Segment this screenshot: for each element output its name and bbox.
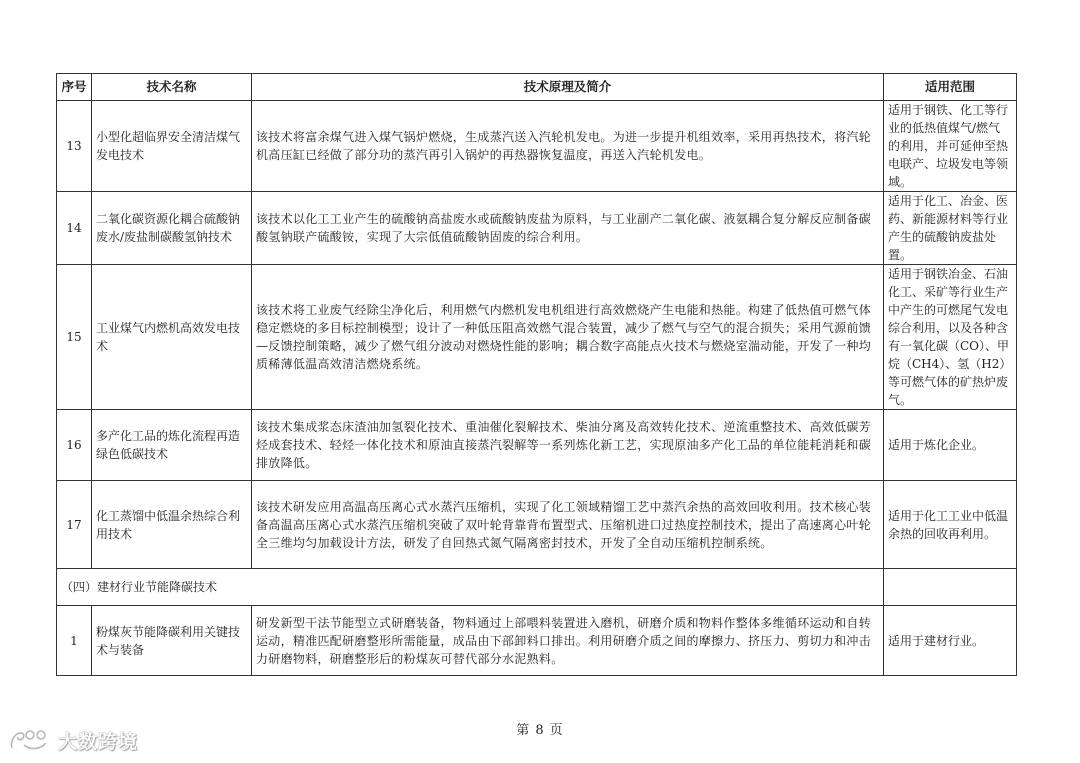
table-row [57, 606, 1017, 676]
table-row [57, 481, 1017, 569]
row-tech-description: 该技术研发应用高温高压离心式水蒸汽压缩机，实现了化工领域精馏工艺中蒸汽余热的高效回收利用。技术核心装备高温高压离心式水蒸汽压缩机突破了双叶轮背靠背布置型式、压缩机进口过热度控制技术，提出了高速离心叶轮全三维均匀加载设计方法，研发了自回热式氮气隔离密封技术，开发了全自动压缩机控制系统。 [252, 481, 884, 569]
row-tech-name: 多产化工品的炼化流程再造绿色低碳技术 [92, 410, 252, 481]
row-tech-description: 该技术将工业废气经除尘净化后，利用燃气内燃机发电机组进行高效燃烧产生电能和热能。构建了低热值可燃气体稳定燃烧的多目标控制模型；设计了一种低压阻高效燃气混合装置，减少了燃气与空气的混合损失；采用气源前馈—反馈控制策略，减少了燃气组分波动对燃烧性能的影响；耦合数字高能点火技术与燃烧室湍动能，开发了一种均质稀薄低温高效清洁燃烧系统。 [252, 265, 884, 410]
watermark [8, 727, 138, 753]
row-scope: 适用于化工、冶金、医药、新能源材料等行业产生的硫酸钠废盐处置。 [884, 192, 1017, 265]
header-number: 序号 [57, 74, 92, 101]
table-row [57, 101, 1017, 192]
row-number: 14 [57, 192, 92, 265]
watermark-logo-icon [8, 728, 52, 752]
table-header-row [57, 74, 1017, 101]
table-row [57, 192, 1017, 265]
row-scope: 适用于钢铁、化工等行业的低热值煤气/燃气的利用，并可延伸至热电联产、垃圾发电等领域。 [884, 101, 1017, 192]
row-tech-name: 化工蒸馏中低温余热综合利用技术 [92, 481, 252, 569]
watermark-text: 大数跨境 [58, 730, 139, 753]
section-heading: （四）建材行业节能降碳技术 [57, 569, 884, 606]
row-tech-description: 研发新型干法节能型立式研磨装备，物料通过上部喂料装置进入磨机，研磨介质和物料作整体多维循环运动和自转运动，精准匹配研磨整形所需能量，成品由下部卸料口排出。利用研磨介质之间的摩擦力、挤压力、剪切力和冲击力研磨物料，研磨整形后的粉煤灰可替代部分水泥熟料。 [252, 606, 884, 676]
header-tech-description: 技术原理及简介 [252, 74, 884, 101]
row-scope: 适用于建材行业。 [884, 606, 1017, 676]
table-row [57, 410, 1017, 481]
row-tech-description: 该技术集成浆态床渣油加氢裂化技术、重油催化裂解技术、柴油分离及高效转化技术、逆流重整技术、高效低碳芳烃成套技术、轻烃一体化技术和原油直接蒸汽裂解等一系列炼化新工艺，实现原油多产化工品的单位能耗消耗和碳排放降低。 [252, 410, 884, 481]
header-tech-name: 技术名称 [92, 74, 252, 101]
row-tech-name: 工业煤气内燃机高效发电技术 [92, 265, 252, 410]
row-number: 16 [57, 410, 92, 481]
table-row [57, 265, 1017, 410]
page-number: 第 8 页 [516, 723, 564, 738]
row-number: 13 [57, 101, 92, 192]
row-scope: 适用于炼化企业。 [884, 410, 1017, 481]
row-tech-description: 该技术以化工工业产生的硫酸钠高盐废水或硫酸钠废盐为原料，与工业副产二氧化碳、液氨耦合复分解反应制备碳酸氢钠联产硫酸铵，实现了大宗低值硫酸钠固废的综合利用。 [252, 192, 884, 265]
row-tech-name: 粉煤灰节能降碳利用关键技术与装备 [92, 606, 252, 676]
section-heading-row [57, 569, 1017, 606]
row-tech-name: 二氧化碳资源化耦合硫酸钠废水/废盐制碳酸氢钠技术 [92, 192, 252, 265]
row-scope: 适用于钢铁冶金、石油化工、采矿等行业生产中产生的可燃尾气发电综合利用，以及各种含有一氧化碳（CO）、甲烷（CH4）、氢（H2）等可燃气体的矿热炉废气。 [884, 265, 1017, 410]
row-number: 17 [57, 481, 92, 569]
row-number: 1 [57, 606, 92, 676]
row-number: 15 [57, 265, 92, 410]
technology-table [56, 73, 1017, 676]
row-tech-description: 该技术将富余煤气进入煤气锅炉燃烧，生成蒸汽送入汽轮机发电。为进一步提升机组效率，采用再热技术，将汽轮机高压缸已经做了部分功的蒸汽再引入锅炉的再热器恢复温度，再送入汽轮机发电。 [252, 101, 884, 192]
section-heading-empty-cell [884, 569, 1017, 606]
header-scope: 适用范围 [884, 74, 1017, 101]
row-scope: 适用于化工工业中低温余热的回收再利用。 [884, 481, 1017, 569]
row-tech-name: 小型化超临界安全清洁煤气发电技术 [92, 101, 252, 192]
